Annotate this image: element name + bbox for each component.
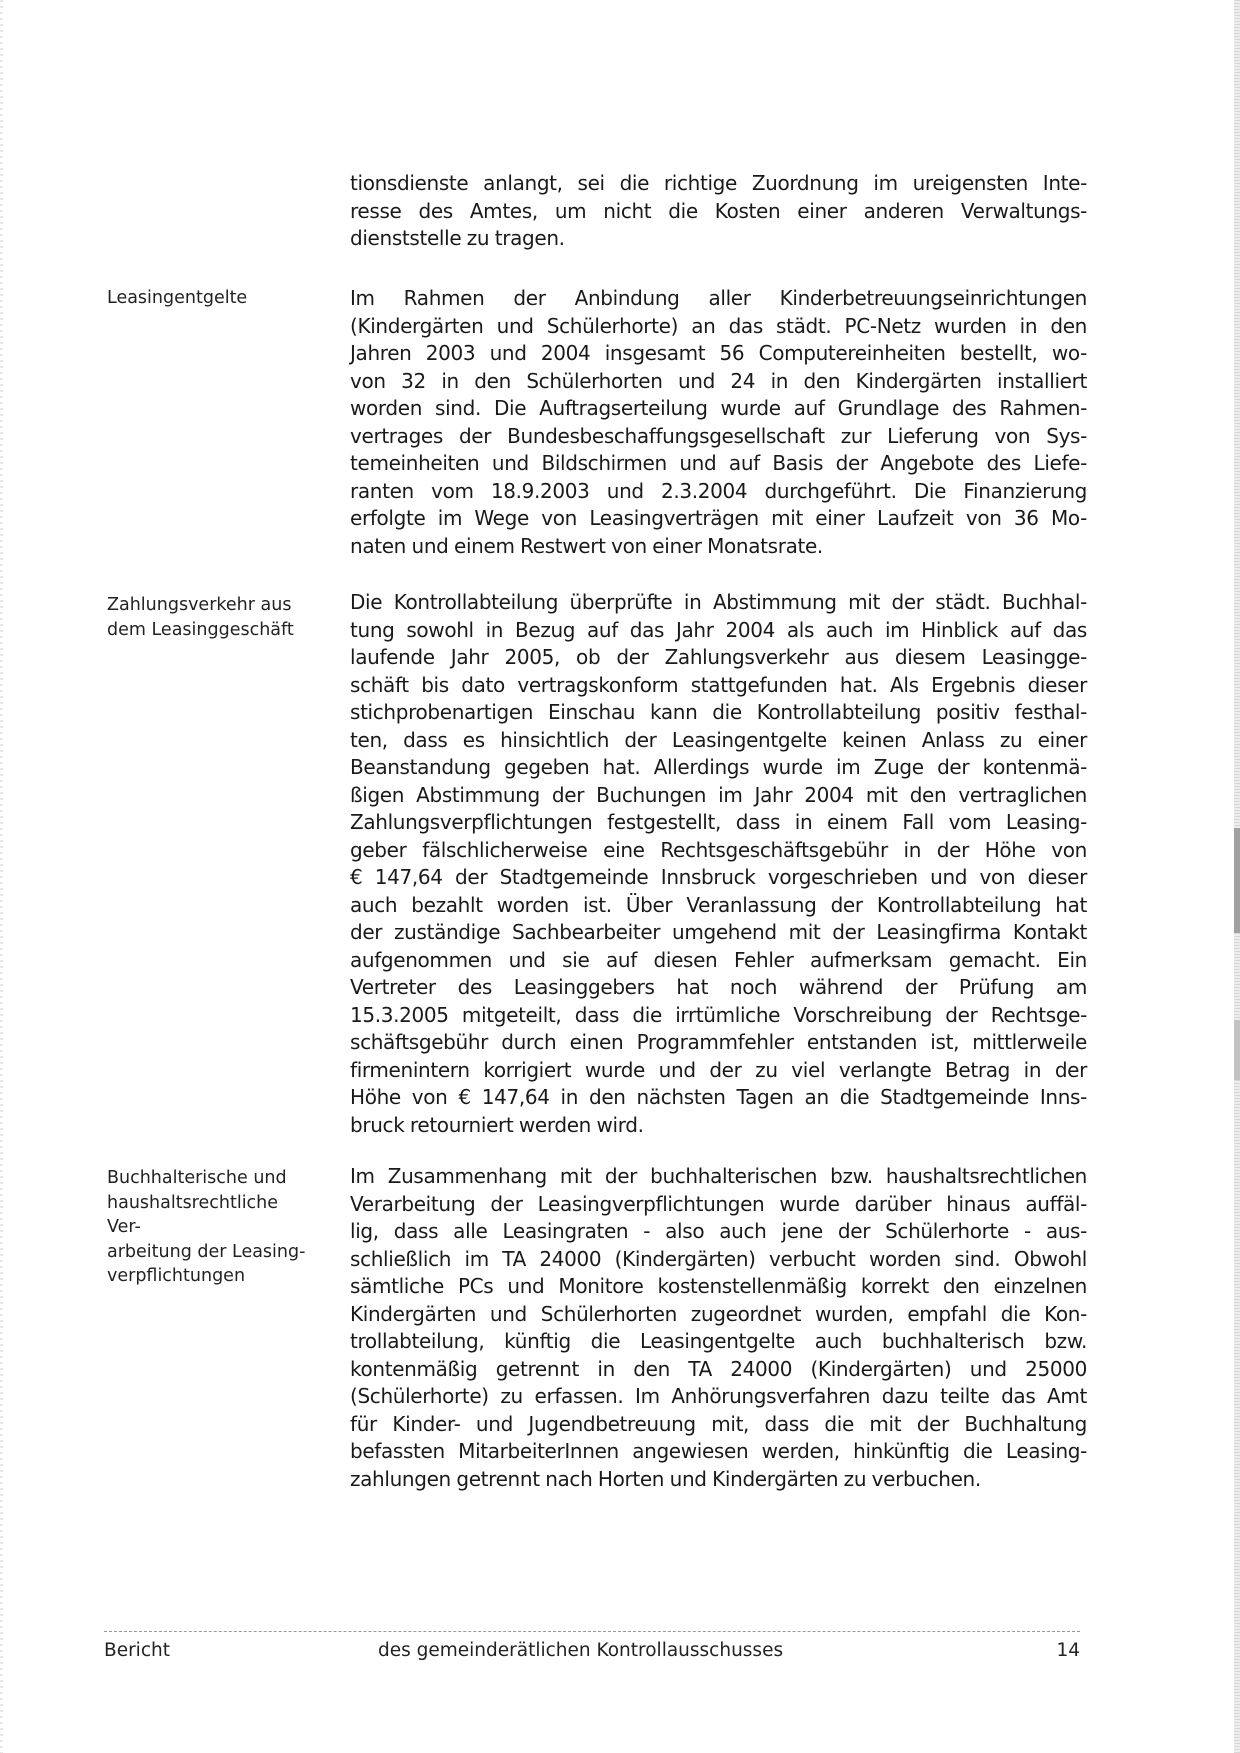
text-line: trollabteilung, künftig die Leasingentgelte auch buchhalterisch bzw. <box>350 1329 1087 1353</box>
paragraph-buchhalterische-verarbeitung <box>350 1163 1087 1493</box>
heading-line: dem Leasinggeschäft <box>107 619 294 640</box>
text-line: schäftsgebühr durch einen Programmfehler entstanden ist, mittlerweile <box>350 1030 1087 1054</box>
page-footer <box>104 1638 1080 1666</box>
text-line: ßigen Abstimmung der Buchungen im Jahr 2004 mit den vertraglichen <box>350 782 1087 807</box>
heading-line: Leasingentgelte <box>107 288 248 308</box>
text-line: Zahlungsverpflichtungen festgestellt, dass in einem Fall vom Leasing- <box>350 810 1087 834</box>
text-line: temeinheiten und Bildschirmen und auf Basis der Angebote des Liefe- <box>350 451 1087 475</box>
intro-paragraph <box>350 170 1087 253</box>
text-line: vertrages der Bundesbeschaffungsgesellschaft zur Lieferung von Sys- <box>350 423 1087 448</box>
text-line: laufende Jahr 2005, ob der Zahlungsverkehr aus diesem Leasingge- <box>350 645 1087 669</box>
text-line: lig, dass alle Leasingraten - also auch jene der Schülerhorte - aus- <box>350 1219 1087 1243</box>
text-line: naten und einem Restwert von einer Monatsrate. <box>350 533 823 558</box>
text-line: Die Kontrollabteilung überprüfte in Abstimmung mit der städt. Buchhal- <box>350 590 1087 614</box>
text-line: dienststelle zu tragen. <box>350 226 565 250</box>
text-line: der zuständige Sachbearbeiter umgehend mit der Leasingfirma Kontakt <box>350 920 1087 944</box>
footer-left-text: Bericht <box>104 1640 170 1661</box>
text-line: Höhe von € 147,64 in den nächsten Tagen an die Stadtgemeinde Inns- <box>350 1085 1087 1109</box>
scan-edge-left <box>0 0 3 1753</box>
text-line: schäft bis dato vertragskonform stattgefunden hat. Als Ergebnis dieser <box>350 672 1087 697</box>
scan-artifact-mid <box>1234 1020 1240 1080</box>
text-line: ten, dass es hinsichtlich der Leasingentgelte keinen Anlass zu einer <box>350 727 1087 752</box>
text-line: Im Zusammenhang mit der buchhalterischen bzw. haushaltsrechtlichen <box>350 1164 1087 1188</box>
text-line: (Schülerhorte) zu erfassen. Im Anhörungsverfahren dazu teilte das Amt <box>350 1384 1087 1408</box>
footer-divider <box>104 1631 1080 1632</box>
scan-artifact-dark <box>1234 828 1240 933</box>
page-number: 14 <box>1056 1640 1080 1661</box>
text-line: resse des Amtes, um nicht die Kosten einer anderen Verwaltungs- <box>350 198 1087 223</box>
paragraph-zahlungsverkehr <box>350 589 1087 1139</box>
margin-heading-leasingentgelte <box>107 286 317 311</box>
heading-line: haushaltsrechtliche Ver- <box>107 1192 279 1237</box>
margin-heading-zahlungsverkehr <box>107 593 317 642</box>
text-line: auch bezahlt worden ist. Über Veranlassung der Kontrollabteilung hat <box>350 892 1087 917</box>
scan-edge-right <box>1234 0 1240 1753</box>
text-line: zahlungen getrennt nach Horten und Kindergärten zu verbuchen. <box>350 1466 981 1491</box>
text-line: tung sowohl in Bezug auf das Jahr 2004 als auch im Hinblick auf das <box>350 617 1087 642</box>
footer-center-text: des gemeinderätlichen Kontrollausschusses <box>378 1640 784 1661</box>
text-line: worden sind. Die Auftragserteilung wurde auf Grundlage des Rahmen- <box>350 396 1087 420</box>
text-line: stichprobenartigen Einschau kann die Kontrollabteilung positiv festhal- <box>350 700 1087 724</box>
text-line: ranten vom 18.9.2003 und 2.3.2004 durchgeführt. Die Finanzierung <box>350 478 1087 503</box>
heading-line: Buchhalterische und <box>107 1168 287 1188</box>
text-line: Jahren 2003 und 2004 insgesamt 56 Computereinheiten bestellt, wo- <box>350 341 1087 365</box>
text-line: Verarbeitung der Leasingverpflichtungen wurde darüber hinaus auffäl- <box>350 1191 1087 1216</box>
paragraph-leasingentgelte <box>350 285 1087 560</box>
text-line: für Kinder- und Jugendbetreuung mit, dass die mit der Buchhaltung <box>350 1411 1087 1436</box>
text-line: € 147,64 der Stadtgemeinde Innsbruck vorgeschrieben und von dieser <box>350 865 1087 889</box>
text-line: kontenmäßig getrennt in den TA 24000 (Kindergärten) und 25000 <box>350 1356 1087 1381</box>
text-line: Im Rahmen der Anbindung aller Kinderbetreuungseinrichtungen <box>350 286 1087 310</box>
text-line: Kindergärten und Schülerhorten zugeordnet wurden, empfahl die Kon- <box>350 1301 1087 1326</box>
text-line: befassten MitarbeiterInnen angewiesen werden, hinkünftig die Leasing- <box>350 1439 1087 1463</box>
heading-line: Zahlungsverkehr aus <box>107 595 292 615</box>
text-line: erfolgte im Wege von Leasingverträgen mit einer Laufzeit von 36 Mo- <box>350 506 1087 530</box>
text-line: Vertreter des Leasinggebers hat noch während der Prüfung am <box>350 975 1087 999</box>
text-line: geber fälschlicherweise eine Rechtsgeschäftsgebühr in der Höhe von <box>350 837 1087 862</box>
text-line: schließlich im TA 24000 (Kindergärten) verbucht worden sind. Obwohl <box>350 1246 1087 1271</box>
margin-heading-buchhalterische-verarbeitung <box>107 1166 317 1289</box>
heading-line: verpflichtungen <box>107 1266 246 1286</box>
text-line: tionsdienste anlangt, sei die richtige Zuordnung im ureigensten Inte- <box>350 171 1087 195</box>
text-line: bruck retourniert werden wird. <box>350 1112 644 1137</box>
text-line: aufgenommen und sie auf diesen Fehler aufmerksam gemacht. Ein <box>350 947 1087 972</box>
text-line: Beanstandung gegeben hat. Allerdings wurde im Zuge der kontenmä- <box>350 755 1087 779</box>
text-line: sämtliche PCs und Monitore kostenstellenmäßig korrekt den einzelnen <box>350 1274 1087 1298</box>
heading-line: arbeitung der Leasing- <box>107 1241 306 1262</box>
text-line: von 32 in den Schülerhorten und 24 in den Kindergärten installiert <box>350 368 1087 393</box>
text-line: 15.3.2005 mitgeteilt, dass die irrtümliche Vorschreibung der Rechtsge- <box>350 1002 1087 1027</box>
text-line: firmenintern korrigiert wurde und der zu viel verlangte Betrag in der <box>350 1057 1087 1082</box>
text-line: (Kindergärten und Schülerhorte) an das städt. PC-Netz wurden in den <box>350 313 1087 338</box>
